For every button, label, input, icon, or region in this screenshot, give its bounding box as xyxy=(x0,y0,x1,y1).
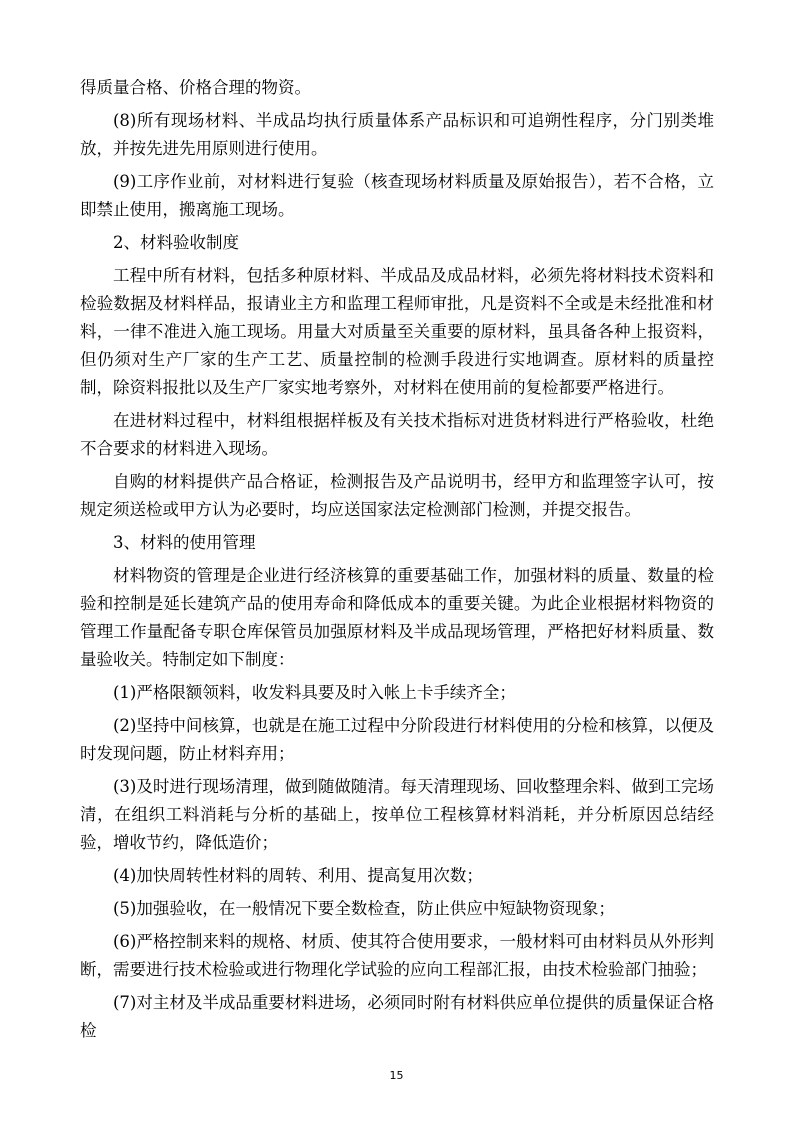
section-heading: 3、材料的使用管理 xyxy=(113,533,256,552)
paragraph: (8)所有现场材料、半成品均执行质量体系产品标识和可追朔性程序，分门别类堆放，并按先进先用原则进行使用。 xyxy=(80,111,714,158)
list-item: (4)加快周转性材料的周转、利用、提高复用次数； xyxy=(113,866,483,885)
paragraph: 在进材料过程中，材料组根据样板及有关技术指标对进货材料进行严格验收，杜绝不合要求的材料进入现场。 xyxy=(80,411,714,458)
paragraph: 工程中所有材料，包括多种原材料、半成品及成品材料，必须先将材料技术资料和检验数据及材料样品，报请业主方和监理工程师审批，凡是资料不全或是未经批准和材料，一律不准进入施工现场。用量大对质量至关重要的原材料，虽具备各种上报资料，但仍须对生产厂家的生产工艺、质量控制的检测手段进行实地调查。原材料的质量控制，除资料报批以及生产厂家实地考察外，对材料在使用前的复检都要严格进行。 xyxy=(80,266,714,397)
list-item: (3)及时进行现场清理，做到随做随清。每天清理现场、回收整理余料、做到工完场清，在组织工料消耗与分析的基础上，按单位工程核算材料消耗，并分析原因总结经验，增收节约，降低造价； xyxy=(80,777,714,852)
list-item: (6)严格控制来料的规格、材质、使其符合使用要求，一般材料可由材料员从外形判断，需要进行技术检验或进行物理化学试验的应向工程部汇报，由技术检验部门抽验； xyxy=(80,932,714,979)
paragraph: 自购的材料提供产品合格证，检测报告及产品说明书，经甲方和监理签字认可，按规定须送检或甲方认为必要时，均应送国家法定检测部门检测，并提交报告。 xyxy=(80,472,714,519)
paragraph: 材料物资的管理是企业进行经济核算的重要基础工作，加强材料的质量、数量的检验和控制是延长建筑产品的使用寿命和降低成本的重要关键。为此企业根据材料物资的管理工作量配备专职仓库保管员加强原材料及半成品现场管理，严格把好材料质量、数量验收关。特制定如下制度： xyxy=(80,566,714,669)
paragraph: (9)工序作业前，对材料进行复验（核查现场材料质量及原始报告），若不合格，立即禁止使用，搬离施工现场。 xyxy=(80,172,714,219)
list-item: (1)严格限额领料，收发料具要及时入帐上卡手续齐全； xyxy=(113,683,516,702)
page-body xyxy=(80,74,714,1045)
paragraph: 得质量合格、价格合理的物资。 xyxy=(80,78,311,97)
list-item: (5)加强验收，在一般情况下要全数检查，防止供应中短缺物资现象； xyxy=(113,899,615,918)
list-item: (2)坚持中间核算，也就是在施工过程中分阶段进行材料使用的分检和核算，以便及时发现问题，防止材料弃用； xyxy=(80,716,714,763)
section-heading: 2、材料验收制度 xyxy=(113,233,239,252)
page-number: 15 xyxy=(389,1069,404,1082)
list-item: (7)对主材及半成品重要材料进场，必须同时附有材料供应单位提供的质量保证合格检 xyxy=(80,993,714,1040)
